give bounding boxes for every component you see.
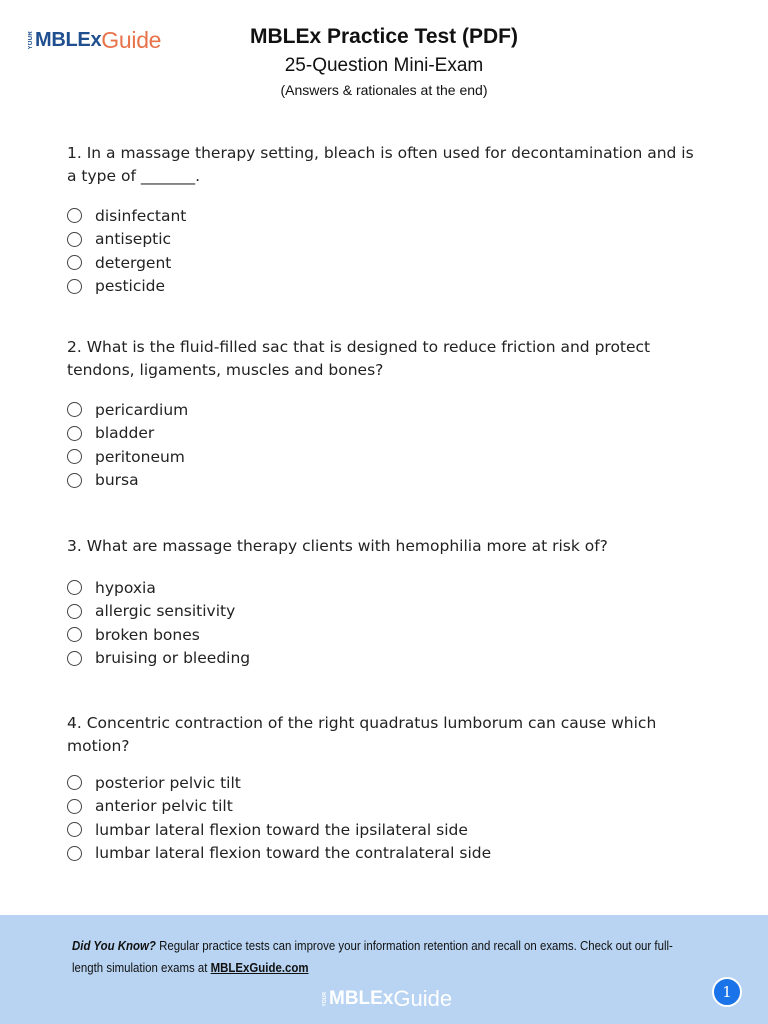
answer-option[interactable]	[67, 398, 707, 422]
answer-options	[67, 771, 707, 865]
option-label: hypoxia	[95, 578, 156, 597]
answer-option[interactable]	[67, 204, 707, 228]
answer-option[interactable]	[67, 445, 707, 469]
radio-button[interactable]	[67, 232, 82, 247]
radio-button[interactable]	[67, 208, 82, 223]
footer-banner	[0, 915, 768, 1024]
logo-name-bold: MBLEx	[35, 28, 102, 51]
option-label: lumbar lateral flexion toward the ipsilateral side	[95, 820, 468, 839]
answer-option[interactable]	[67, 251, 707, 275]
radio-button[interactable]	[67, 846, 82, 861]
answer-option[interactable]	[67, 771, 707, 795]
answer-option[interactable]	[67, 795, 707, 819]
logo-name-light: Guide	[101, 26, 162, 53]
radio-button[interactable]	[67, 580, 82, 595]
option-label: anterior pelvic tilt	[95, 797, 233, 816]
logo-name-bold: MBLEx	[329, 988, 394, 1009]
option-label: broken bones	[95, 625, 200, 644]
logo-name-light: Guide	[393, 986, 453, 1011]
radio-button[interactable]	[67, 604, 82, 619]
answer-options	[67, 576, 707, 670]
option-label: posterior pelvic tilt	[95, 773, 241, 792]
footer-body: Regular practice tests can improve your information retention and recall on exams. Check out our full-length simulation exams at	[72, 938, 673, 975]
radio-button[interactable]	[67, 255, 82, 270]
footer-logo	[322, 986, 452, 1012]
option-label: disinfectant	[95, 206, 187, 225]
question-4	[67, 712, 707, 865]
page-number-badge: 1	[712, 977, 742, 1007]
did-you-know-label: Did You Know?	[72, 938, 156, 953]
answer-options	[67, 204, 707, 298]
answer-option[interactable]	[67, 647, 707, 671]
option-label: bladder	[95, 424, 155, 443]
page-note: (Answers & rationales at the end)	[280, 82, 488, 98]
option-label: detergent	[95, 253, 172, 272]
radio-button[interactable]	[67, 775, 82, 790]
radio-button[interactable]	[67, 627, 82, 642]
radio-button[interactable]	[67, 402, 82, 417]
radio-button[interactable]	[67, 822, 82, 837]
question-text: 1. In a massage therapy setting, bleach is often used for decontamination and is a type of _______.	[67, 144, 694, 185]
answer-option[interactable]	[67, 818, 707, 842]
footer-link[interactable]: MBLExGuide.com	[210, 960, 309, 975]
footer-message	[72, 935, 697, 979]
question-2	[67, 336, 707, 492]
option-label: allergic sensitivity	[95, 602, 236, 621]
option-label: pesticide	[95, 277, 166, 296]
radio-button[interactable]	[67, 449, 82, 464]
answer-option[interactable]	[67, 600, 707, 624]
option-label: bruising or bleeding	[95, 649, 251, 668]
option-label: antiseptic	[95, 230, 172, 249]
option-label: lumbar lateral flexion toward the contralateral side	[95, 844, 492, 863]
answer-option[interactable]	[67, 275, 707, 299]
page-subtitle: 25-Question Mini-Exam	[284, 55, 484, 76]
answer-options	[67, 398, 707, 492]
logo-prefix: YOUR	[28, 30, 34, 50]
answer-option[interactable]	[67, 623, 707, 647]
answer-option[interactable]	[67, 842, 707, 866]
radio-button[interactable]	[67, 799, 82, 814]
answer-option[interactable]	[67, 469, 707, 493]
radio-button[interactable]	[67, 279, 82, 294]
question-text: 3. What are massage therapy clients with hemophilia more at risk of?	[67, 537, 608, 555]
option-label: pericardium	[95, 400, 189, 419]
option-label: peritoneum	[95, 447, 185, 466]
answer-option[interactable]	[67, 576, 707, 600]
logo-prefix: YOUR	[322, 991, 328, 1007]
question-3	[67, 535, 707, 670]
radio-button[interactable]	[67, 426, 82, 441]
option-label: bursa	[95, 471, 139, 490]
radio-button[interactable]	[67, 651, 82, 666]
answer-option[interactable]	[67, 228, 707, 252]
answer-option[interactable]	[67, 422, 707, 446]
question-text: 2. What is the fluid-filled sac that is designed to reduce friction and protect tendons, ligaments, muscles and bones?	[67, 338, 651, 379]
page-title: MBLEx Practice Test (PDF)	[249, 25, 518, 48]
radio-button[interactable]	[67, 473, 82, 488]
page-header	[0, 22, 768, 100]
question-1	[67, 142, 707, 298]
question-text: 4. Concentric contraction of the right quadratus lumborum can cause which motion?	[67, 714, 657, 755]
